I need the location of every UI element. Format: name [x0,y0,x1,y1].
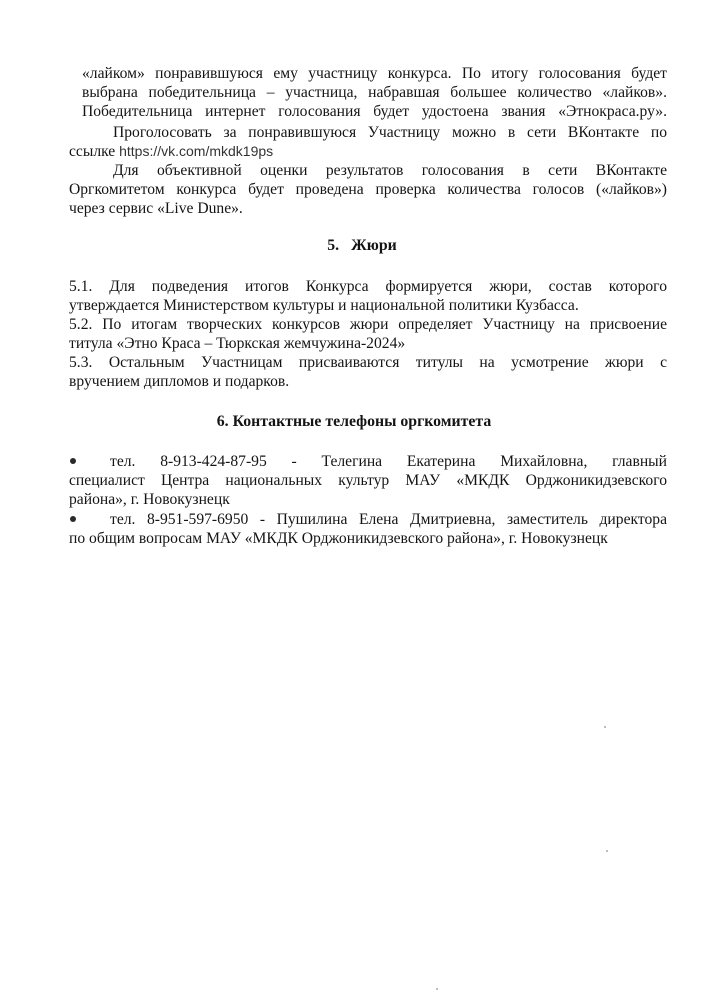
item-line: 5.1. Для подведения итогов Конкурса формируется жюри, состав которого [69,278,667,295]
intro-line: выбрана победительница – участница, набравшая большее количество «лайков». [82,84,667,101]
section-5-title: Жюри [351,237,397,254]
vote-prefix: ссылке [69,143,120,160]
intro-line: Победительница интернет голосования будет удостоена звания «Этнокраса.ру». [82,103,667,120]
contact-line: тел. 8-913-424-87-95 - Телегина Екатерина Михайловна, главный [110,453,667,470]
check-line: Для объективной оценки результатов голосования в сети ВКонтакте [113,162,667,179]
item-line: титула «Этно Краса – Тюркская жемчужина-2024» [69,335,406,352]
contact-line: по общим вопросам МАУ «МКДК Орджоникидзевского района», г. Новокузнецк [69,530,608,547]
section-5-item-1 [69,277,667,315]
item-line: вручением дипломов и подарков. [69,373,290,390]
check-line: Оргкомитетом конкурса будет проведена проверка количества голосов («лайков») [69,181,667,198]
intro-paragraph [82,64,667,121]
contact-item-1 [69,452,667,509]
vote-paragraph [69,123,667,161]
contact-line: специалист Центра национальных культур МАУ «МКДК Орджоникидзевского [69,472,667,489]
intro-line: «лайком» понравившуюся ему участницу конкурса. По итогу голосования будет [82,65,667,82]
section-5-item-2 [69,315,667,353]
bullet-icon [70,458,76,464]
check-paragraph [69,161,667,218]
vote-line-link [69,142,667,161]
section-5-number: 5. [327,237,340,254]
scan-speck [604,726,606,728]
bullet-icon [70,516,76,522]
vote-link[interactable]: https://vk.com/mkdk19ps [119,143,274,159]
vote-line: Проголосовать за понравившуюся Участницу можно в сети ВКонтакте по [113,124,667,141]
item-line: 5.3. Остальным Участницам присваиваются титулы на усмотрение жюри с [69,354,667,371]
scan-speck [606,850,608,852]
contact-line: тел. 8-951-597-6950 - Пушилина Елена Дмитриевна, заместитель директора [110,511,667,528]
section-5-heading [8,237,708,255]
check-line: через сервис «Live Dune». [69,200,243,217]
scan-speck [436,988,438,990]
contact-item-2 [69,510,667,548]
section-6-heading: 6. Контактные телефоны оргкомитета [216,413,492,430]
item-line: 5.2. По итогам творческих конкурсов жюри определяет Участницу на присвоение [69,316,667,333]
contact-line: района», г. Новокузнецк [69,491,230,508]
section-5-item-3 [69,353,667,391]
item-line: утверждается Министерством культуры и национальной политики Кузбасса. [69,297,579,314]
